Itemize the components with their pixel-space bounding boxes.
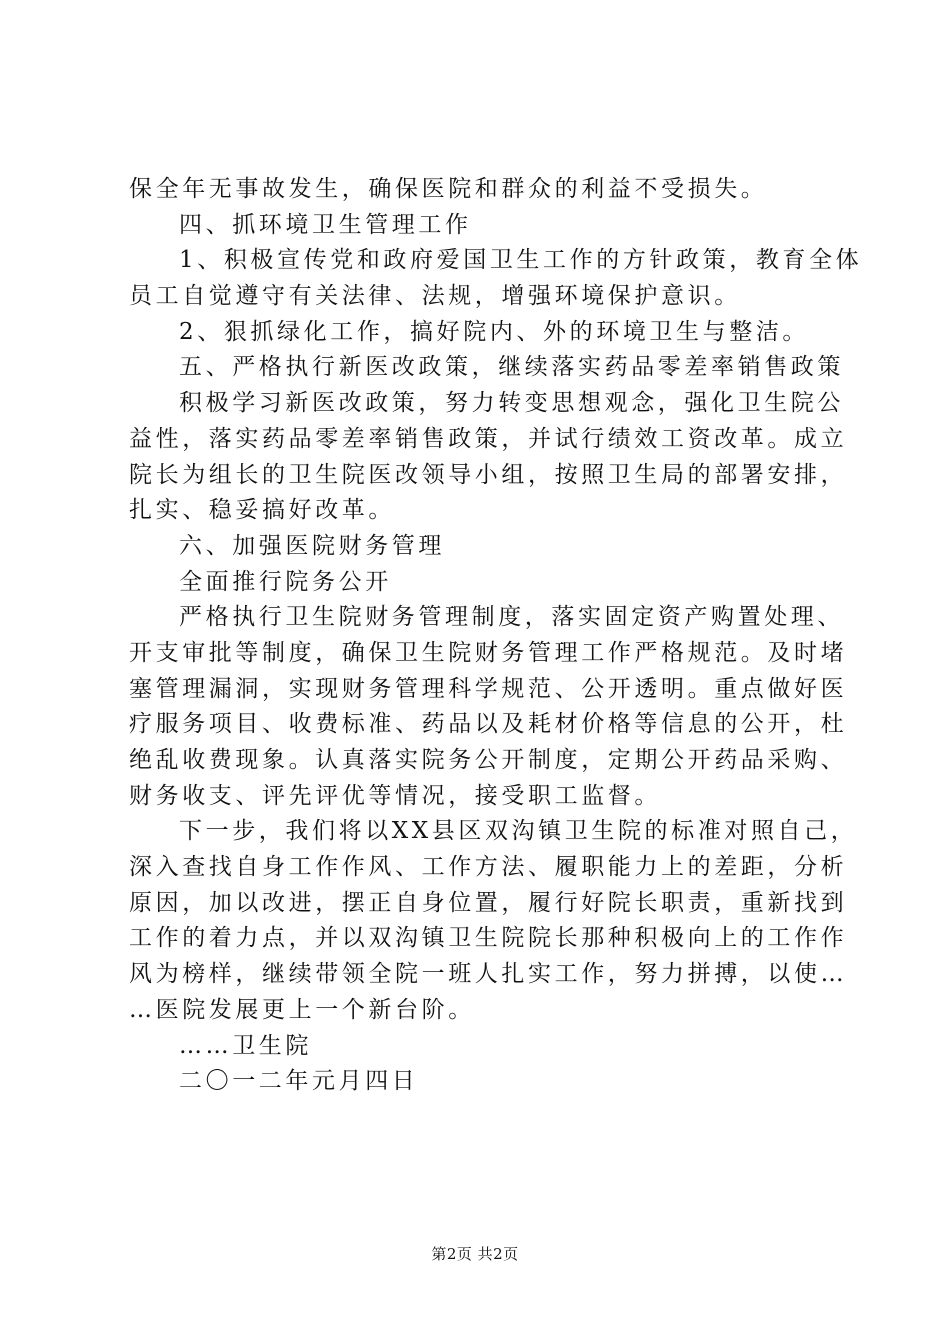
signature-organization: ……卫生院 xyxy=(179,1032,312,1059)
document-body xyxy=(129,172,863,1100)
paragraph-line: 2、狠抓绿化工作，搞好院内、外的环境卫生与整洁。 xyxy=(179,318,810,345)
page-number-footer: 第2页 共2页 xyxy=(431,1245,519,1263)
signature-date: 二〇一二年元月四日 xyxy=(179,1068,419,1095)
paragraph-line: 塞管理漏洞，实现财务管理科学规范、公开透明。重点做好医 xyxy=(129,675,848,702)
paragraph-line: …医院发展更上一个新台阶。 xyxy=(129,996,475,1023)
section-heading: 五、严格执行新医改政策，继续落实药品零差率销售政策 xyxy=(179,354,844,381)
paragraph-line: 绝乱收费现象。认真落实院务公开制度，定期公开药品采购、 xyxy=(129,747,848,773)
subsection-heading: 全面推行院务公开 xyxy=(179,568,392,595)
paragraph-line: 院长为组长的卫生院医改领导小组，按照卫生局的部署安排， xyxy=(129,461,848,488)
paragraph-line: 1、积极宣传党和政府爱国卫生工作的方针政策，教育全体 xyxy=(179,247,863,274)
section-heading: 四、抓环境卫生管理工作 xyxy=(179,211,472,238)
paragraph-line: 原因，加以改进，摆正自身位置，履行好院长职责，重新找到 xyxy=(129,889,848,916)
paragraph-line: 保全年无事故发生，确保医院和群众的利益不受损失。 xyxy=(129,176,768,202)
paragraph-line: 财务收支、评先评优等情况，接受职工监督。 xyxy=(129,782,661,809)
paragraph-line: 深入查找自身工作作风、工作方法、履职能力上的差距，分析 xyxy=(129,854,848,881)
paragraph-line: 积极学习新医改政策，努力转变思想观念，强化卫生院公 xyxy=(179,390,844,417)
paragraph-line: 疗服务项目、收费标准、药品以及耗材价格等信息的公开，杜 xyxy=(129,711,848,738)
paragraph-line: 员工自觉遵守有关法律、法规，增强环境保护意识。 xyxy=(129,283,741,310)
paragraph-line: 扎实、稳妥搞好改革。 xyxy=(129,497,395,524)
paragraph-line: 下一步，我们将以XX县区双沟镇卫生院的标准对照自己， xyxy=(179,818,858,845)
paragraph-line: 益性，落实药品零差率销售政策，并试行绩效工资改革。成立 xyxy=(129,425,848,452)
paragraph-line: 开支审批等制度，确保卫生院财务管理工作严格规范。及时堵 xyxy=(129,639,848,666)
paragraph-line: 严格执行卫生院财务管理制度，落实固定资产购置处理、 xyxy=(179,604,844,631)
paragraph-line: 工作的着力点，并以双沟镇卫生院院长那种积极向上的工作作 xyxy=(129,925,848,952)
section-heading: 六、加强医院财务管理 xyxy=(179,532,445,559)
paragraph-line: 风为榜样，继续带领全院一班人扎实工作，努力拼搏，以使… xyxy=(129,961,848,988)
